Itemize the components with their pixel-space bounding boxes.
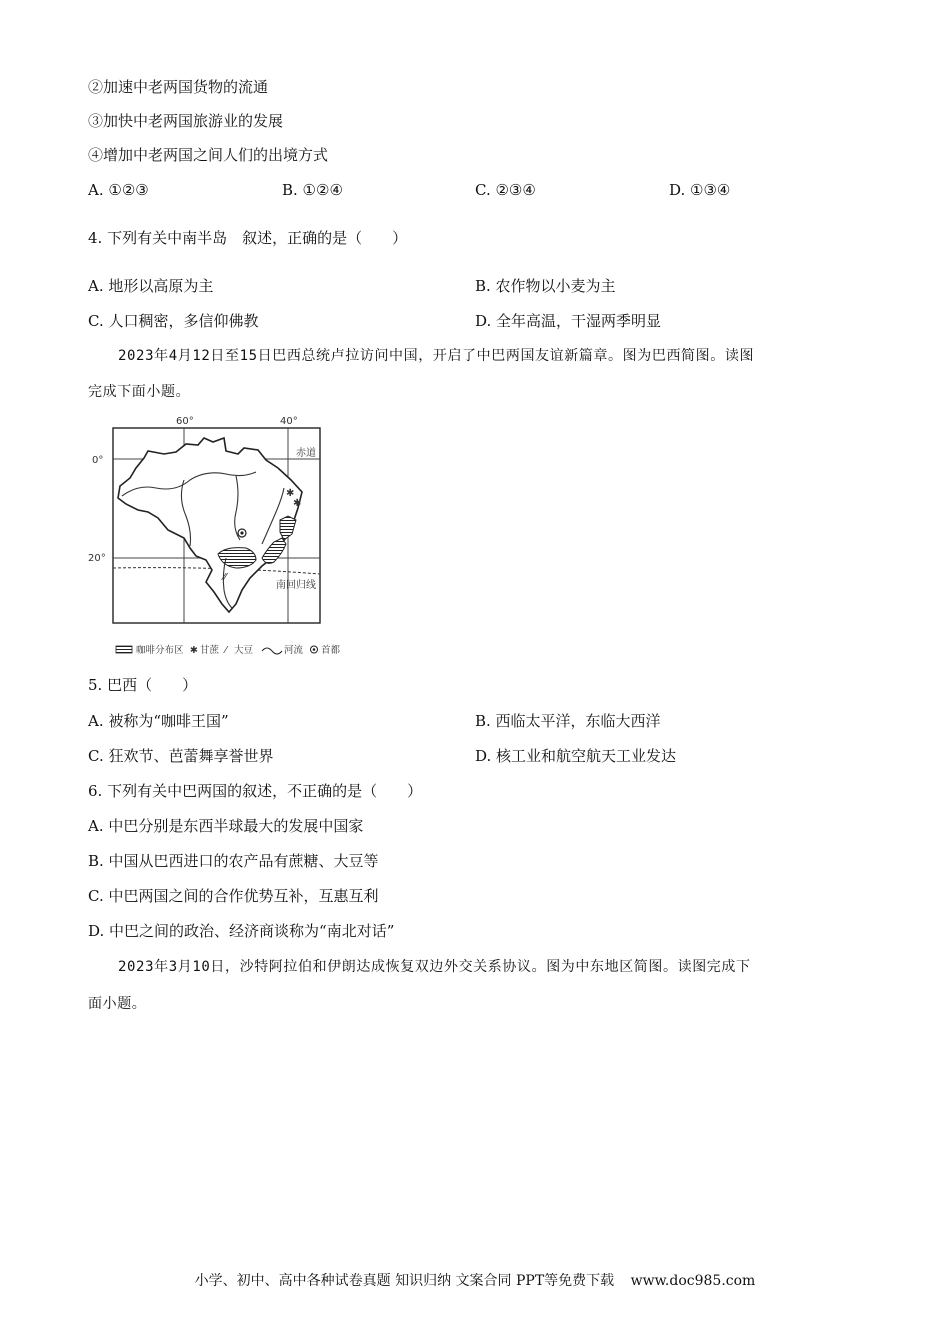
- lat-label-20: 20°: [88, 553, 106, 564]
- footer-link[interactable]: www.doc985.com: [630, 1273, 756, 1289]
- legend-soybean-label: 大豆: [234, 645, 254, 656]
- passage-brazil-line2: 完成下面小题。: [88, 384, 191, 400]
- q3-option-c: C. ②③④: [475, 181, 536, 199]
- legend-capital-label: 首都: [321, 645, 341, 656]
- q5-stem: 5. 巴西（ ）: [88, 676, 198, 694]
- q6-stem: 6. 下列有关中巴两国的叙述，不正确的是（ ）: [88, 782, 423, 800]
- q6-option-d: D. 中巴之间的政治、经济商谈称为“南北对话”: [88, 922, 395, 940]
- legend-river-symbol: [262, 648, 282, 654]
- option-item-2: ②加速中老两国货物的流通: [88, 78, 269, 96]
- passage-brazil-line1: 2023年4月12日至15日巴西总统卢拉访问中国，开启了中巴两国友谊新篇章。图为巴西简图。读图: [118, 348, 755, 364]
- passage-middle-east-line1: 2023年3月10日，沙特阿拉伯和伊朗达成恢复双边外交关系协议。图为中东地区简图。读图完成下: [118, 959, 751, 975]
- q3-option-d: D. ①③④: [669, 181, 731, 199]
- tropic-label: 南回归线: [276, 580, 316, 591]
- passage-middle-east-line2: 面小题。: [88, 996, 147, 1012]
- q5-option-d: D. 核工业和航空航天工业发达: [475, 747, 677, 765]
- legend-coffee-label: 咖啡分布区: [136, 645, 184, 656]
- option-item-3: ③加快中老两国旅游业的发展: [88, 112, 284, 130]
- map-legend: [116, 644, 341, 656]
- legend-sugarcane-label: 甘蔗: [200, 645, 220, 656]
- legend-river-label: 河流: [284, 645, 304, 656]
- q4-option-a: A. 地形以高原为主: [88, 277, 214, 295]
- q4-stem: 4. 下列有关中南半岛 叙述，正确的是（ ）: [88, 229, 408, 247]
- q4-option-d: D. 全年高温，干湿两季明显: [475, 312, 662, 330]
- q6-option-c: C. 中巴两国之间的合作优势互补，互惠互利: [88, 887, 379, 905]
- q4-option-c: C. 人口稠密，多信仰佛教: [88, 312, 259, 330]
- q6-option-b: B. 中国从巴西进口的农产品有蔗糖、大豆等: [88, 852, 379, 870]
- legend-soybean-icon: ⁄: [225, 645, 227, 656]
- page-footer: [0, 1270, 950, 1290]
- q5-option-a: A. 被称为“咖啡王国”: [88, 712, 229, 730]
- lon-label-60: 60°: [176, 416, 194, 427]
- passage-middle-east: [88, 957, 858, 977]
- sugarcane-icon-2: ✱: [293, 498, 302, 509]
- q5-option-b: B. 西临太平洋，东临大西洋: [475, 712, 661, 730]
- legend-coffee-swatch: [116, 646, 132, 653]
- legend-sugarcane-icon: ✱: [190, 645, 198, 656]
- q3-option-b: B. ①②④: [282, 181, 343, 199]
- footer-text: 小学、初中、高中各种试卷真题 知识归纳 文案合同 PPT等免费下载: [194, 1273, 615, 1289]
- q5-option-c: C. 狂欢节、芭蕾舞享誉世界: [88, 747, 274, 765]
- brazil-outline: [118, 438, 302, 612]
- sugarcane-icon-1: ✱: [286, 488, 295, 499]
- equator-label: 赤道: [296, 448, 316, 459]
- coffee-area-3: [280, 516, 296, 540]
- lat-label-0: 0°: [92, 455, 104, 466]
- q3-option-a: A. ①②③: [88, 181, 149, 199]
- option-item-4: ④增加中老两国之间人们的出境方式: [88, 146, 329, 164]
- passage-brazil: [88, 346, 858, 366]
- q6-option-a: A. 中巴分别是东西半球最大的发展中国家: [88, 817, 364, 835]
- q4-option-b: B. 农作物以小麦为主: [475, 277, 616, 295]
- brazil-map: [86, 408, 346, 660]
- lon-label-40: 40°: [280, 416, 298, 427]
- soybean-icon: ⁄⁄: [223, 572, 227, 583]
